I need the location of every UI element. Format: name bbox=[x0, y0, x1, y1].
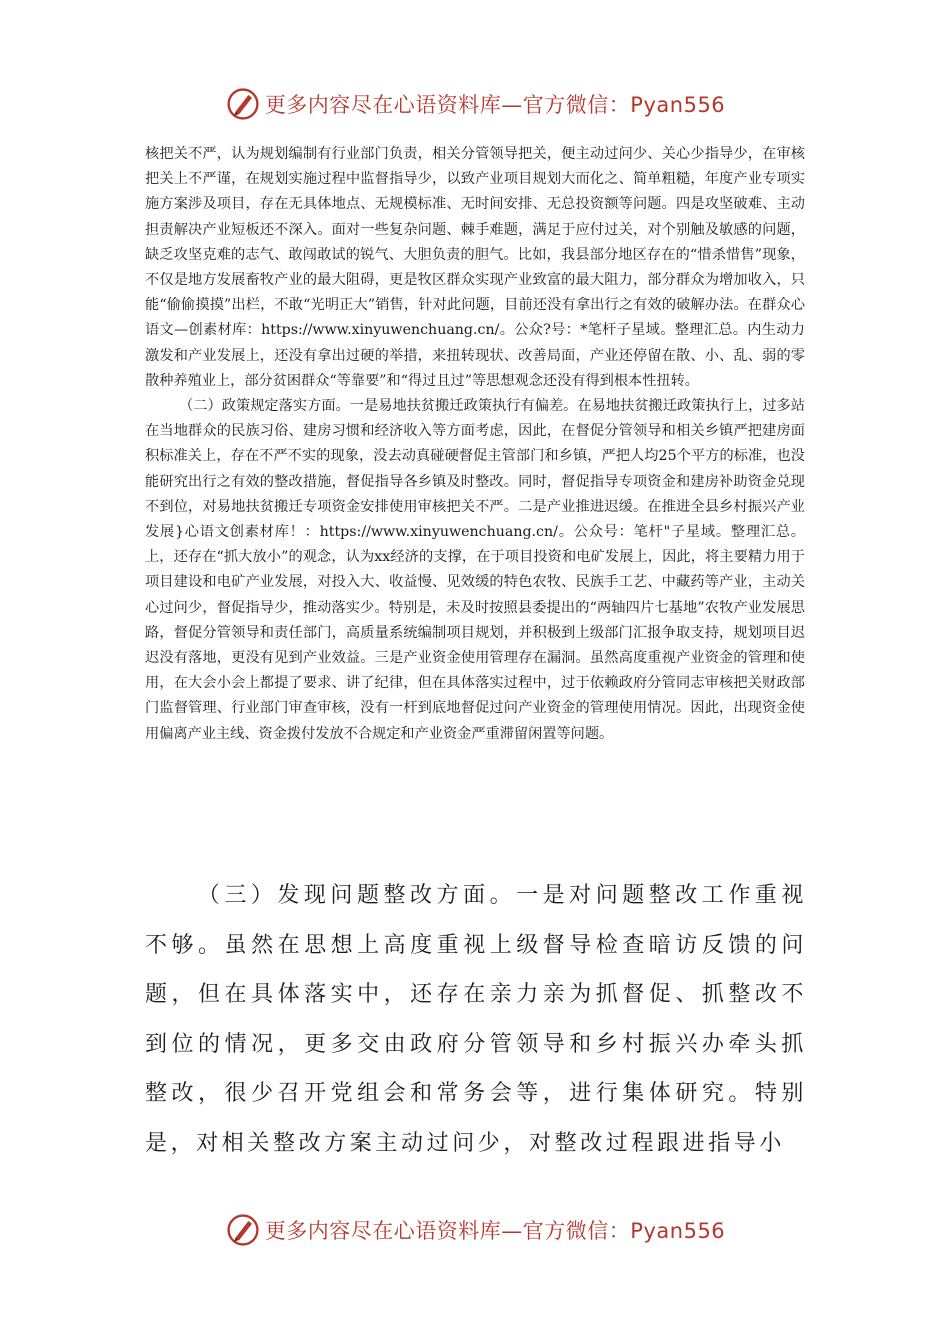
pen-logo-icon bbox=[225, 1212, 261, 1248]
pen-logo-icon bbox=[225, 86, 261, 122]
header-banner-text: 更多内容尽在心语资料库—官方微信：Pyan556 bbox=[264, 93, 726, 117]
footer-banner bbox=[0, 1210, 950, 1250]
document-body-large bbox=[145, 871, 807, 1168]
paragraph: 核把关不严，认为规划编制有行业部门负责，相关分管领导把关，便主动过问少、关心少指导少，在审核把关上不严谨，在规划实施过程中监督指导少，以致产业项目规划大而化之、简单粗糙，年度产业专项实施方案涉及项目，存在无具体地点、无规模标准、无时间安排、无总投资额等问题。四是攻坚破难、主动担责解决产业短板还不深入。面对一些复杂问题、棘手难题，满足于应付过关，对个别触及敏感的问题，缺乏攻坚克难的志气、敢闯敢试的锐气、大胆负责的胆气。比如，我县部分地区存在的“惜杀惜售”现象，不仅是地方发展畜牧产业的最大阻碍，更是牧区群众实现产业致富的最大阻力，部分群众为增加收入，只能“偷偷摸摸”出栏，不敢“光明正大”销售，针对此问题，目前还没有拿出行之有效的破解办法。在群众心语文—创素材库：https://www.xinyuwenchuang.cn/。公众?号：*笔杆子星域。整理汇总。内生动力激发和产业发展上，还没有拿出过硬的举措，来扭转现状、改善局面，产业还停留在散、小、乱、弱的零散种养殖业上，部分贫困群众“等靠要”和“得过且过”等思想观念还没有得到根本性扭转。 bbox=[145, 146, 805, 389]
paragraph: （三）发现问题整改方面。一是对问题整改工作重视不够。虽然在思想上高度重视上级督导检查暗访反馈的问题，但在具体落实中，还存在亲力亲为抓督促、抓整改不到位的情况，更多交由政府分管领导和乡村振兴办牵头抓整改，很少召开党组会和常务会等，进行集体研究。特别是，对相关整改方案主动过问少，对整改过程跟进指导小 bbox=[145, 883, 807, 1156]
paragraph: （二）政策规定落实方面。一是易地扶贫搬迁政策执行有偏差。在易地扶贫搬迁政策执行上，过多站在当地群众的民族习俗、建房习惯和经济收入等方面考虑，因此，在督促分管领导和相关乡镇严把建房面积标准关上，存在不严不实的现象，没去动真碰硬督促主管部门和乡镇，严把人均25个平方的标准，也没能研究出行之有效的整改措施，督促指导各乡镇及时整改。同时，督促指导专项资金和建房补助资金兑现不到位，对易地扶贫搬迁专项资金安排使用审核把关不严。二是产业推进迟缓。在推进全县乡村振兴产业发展}心语文创素材库！：https://www.xinyuwenchuang.cn/。公众号：笔杆"子星域。整理汇总。上，还存在“抓大放小”的观念，认为xx经济的支撑，在于项目投资和电矿发展上，因此，将主要精力用于项目建设和电矿产业发展，对投入大、收益慢、见效缓的特色农牧、民族手工艺、中藏药等产业，主动关心过问少，督促指导少，推动落实少。特别是，未及时按照县委提出的“两轴四片七基地”农牧产业发展思路，督促分管领导和责任部门，高质量系统编制项目规划，并积极到上级部门汇报争取支持，规划项目迟迟没有落地，更没有见到产业效益。三是产业资金使用管理存在漏洞。虽然高度重视产业资金的管理和使用，在大会小会上都提了要求、讲了纪律，但在具体落实过程中，过于依赖政府分管同志审核把关财政部门监督管理、行业部门审查审核，没有一杆到底地督促过问产业资金的管理使用情况。因此，出现资金使用偏离产业主线、资金拨付发放不合规定和产业资金严重滞留闲置等问题。 bbox=[145, 398, 805, 742]
document-body-small bbox=[145, 142, 805, 747]
footer-banner-text: 更多内容尽在心语资料库—官方微信：Pyan556 bbox=[264, 1219, 726, 1243]
header-banner bbox=[0, 84, 950, 124]
